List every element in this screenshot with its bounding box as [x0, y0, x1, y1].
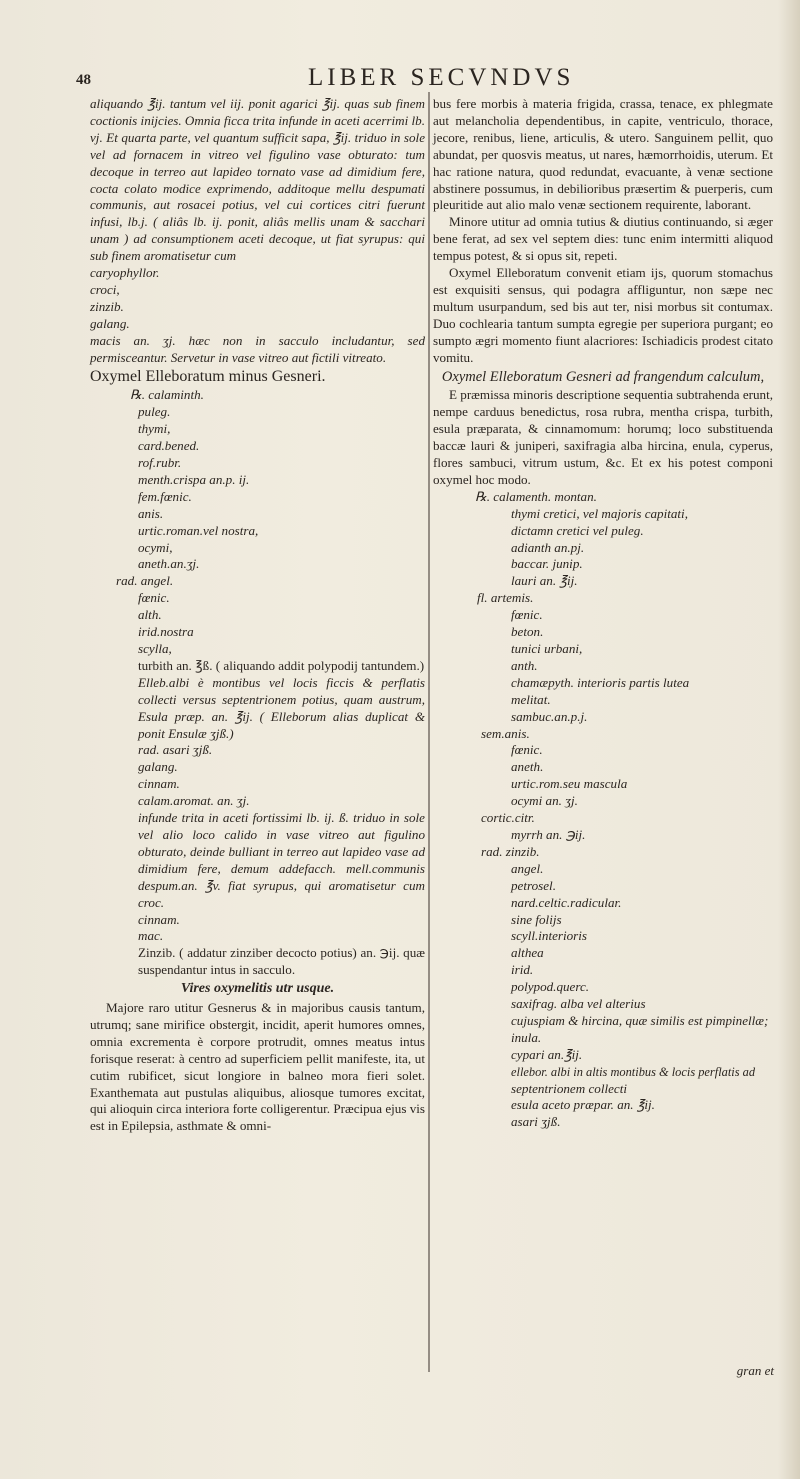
- page-header: [76, 64, 776, 90]
- section-heading: Oxymel Elleboratum minus Gesneri.: [90, 367, 326, 385]
- recipe-line: puleg.: [138, 404, 171, 420]
- recipe-line: croci,: [90, 281, 120, 297]
- recipe-line: menth.crispa an.p. ij.: [138, 471, 250, 487]
- recipe-line: rad. angel.: [116, 573, 174, 589]
- recipe-line: ellebor. albi in altis montibus & locis perflatis ad: [511, 1064, 756, 1079]
- recipe-line: calam.aromat. an. ʒj.: [138, 793, 250, 809]
- recipe-line: scylla,: [138, 641, 172, 656]
- right-p1: bus fere morbis à materia frigida, crassa, tenace, ex phlegmate aut melancholia dependentibus, in capite, ventriculo, thorace, jecore, renibus, liene, articulis, & utero. Sanguinem pellit, quo abundat, per quosvis meatus, ut nares, hæmorrhoidis, uterum. Et hac ratione natura, quod redundat, evacuante, à venæ sectione abstinere possumus, in debilioribus præsertim & puerperis, cum pleuritide aut alio malo venæ sectionem requirente, laborant.: [433, 96, 773, 213]
- recipe-line: aneth.: [511, 759, 544, 775]
- recipe-line: mac.: [138, 928, 164, 944]
- recipe-line: melitat.: [511, 691, 551, 707]
- recipe-line: card.bened.: [138, 438, 200, 454]
- recipe-line: urtic.rom.seu mascula: [511, 776, 628, 792]
- recipe-list-rb: [433, 607, 773, 725]
- recipe-line: cinnam.: [138, 911, 180, 927]
- recipe-line: myrrh an. ℈ij.: [511, 826, 586, 842]
- page-number: 48: [76, 72, 91, 88]
- recipe-line: angel.: [511, 860, 544, 876]
- recipe-group-label: fl. artemis.: [477, 590, 534, 606]
- left-ellebori: Elleb.albi è montibus vel locis ficcis & perflatis collecti versus septentrionem potius, quam austrum, Esula præp. an. ℥ij. ( Elleborum alias duplicat & ponit Ensulæ ʒjß.): [138, 674, 425, 741]
- recipe-line: althea: [511, 945, 544, 961]
- recipe-list-b: [90, 404, 425, 573]
- recipe-line: lauri an. ℥ij.: [511, 573, 578, 589]
- left-macis: macis an. ʒj. hæc non in sacculo includantur, sed permisceantur. Servetur in vase vitreo aut fictili vitreato.: [90, 332, 425, 365]
- recipe-line: beton.: [511, 624, 544, 640]
- left-zinzib: Zinzib. ( addatur zinziber decocto potius) an. ℈ij. quæ suspendantur intus in sacculo.: [138, 945, 425, 978]
- recipe-line: esula aceto præpar. an. ℥ij.: [511, 1097, 655, 1113]
- recipe-line: irid.: [511, 962, 534, 978]
- recipe-line: cujuspiam & hircina, quæ similis est pimpinellæ;: [511, 1012, 769, 1028]
- recipe-group-label: cortic.citr.: [481, 810, 535, 826]
- right-column: [433, 96, 773, 1131]
- section-heading: Oxymel Elleboratum Gesneri ad frangendum calculum,: [441, 368, 765, 385]
- recipe-group-label: sem.anis.: [481, 725, 530, 741]
- recipe-list-rd: [433, 861, 773, 1132]
- recipe-line: fœnic.: [138, 590, 170, 606]
- recipe-line: tunici urbani,: [511, 641, 583, 656]
- recipe-list-a: [90, 265, 425, 333]
- recipe-line: alth.: [138, 607, 162, 623]
- vires-heading: Vires oxymelitis utr usque.: [180, 981, 335, 997]
- recipe-line: thymi,: [138, 421, 171, 437]
- left-vires-text: Majore raro utitur Gesnerus & in majoribus causis tantum, utrumq; sane mirifice obstergit, incidit, aperit humores omnes, omnia excrementa è corpore protrudit, omnes meatus intus forisque reserat: à centro ad superficiem pellit manifeste, ita, ut cutim rubificet, sicut longiore in balneo mora fieri solet. Exanthemata aut pustulas aliquibus, aliosque tumores excitat, qui alioquin circa interiora forte colligerentur. Præcipua ejus vis est in Epilepsia, asthmate & omni-: [90, 1000, 425, 1134]
- recipe-line: saxifrag. alba vel alterius: [511, 996, 646, 1012]
- recipe-list-e: [90, 912, 425, 946]
- right-p3: Oxymel Elleboratum convenit etiam ijs, quorum stomachus est exquisiti sensus, qui podagra affliguntur, non sæpe nec multum usurpandum, sed bis aut ter, nisi morbus sit contumax. Duo cochlearia tantum sumpta egregie per superiora purgant; eo sumpto ægri momento fiunt alacriores: Ischiadicis prodest citato vomitu.: [433, 265, 773, 365]
- recipe-line: nard.celtic.radicular.: [511, 894, 622, 910]
- recipe-line: sambuc.an.p.j.: [511, 708, 588, 724]
- recipe-line: adianth an.pj.: [511, 539, 585, 555]
- right-p2: Minore utitur ad omnia tutius & diutius continuando, si æger bene ferat, ad sex vel septem dies: tunc enim intermitti aliquod tempus potest, & si opus sit, repeti.: [433, 214, 773, 264]
- recipe-line: urtic.roman.vel nostra,: [138, 522, 259, 538]
- recipe-line: fœnic.: [511, 607, 543, 623]
- left-turbith: turbith an. ℥ß. ( aliquando addit polypodij tantundem.): [138, 657, 425, 673]
- recipe-list-rc: [433, 742, 773, 810]
- recipe-line: baccar. junip.: [511, 556, 583, 572]
- recipe-symbol-line: ℞. calaminth.: [130, 387, 204, 403]
- left-infunde: infunde trita in aceti fortissimi lb. ij. ß. triduo in sole vel alio loco calido in vase vitreo aut figulino obturato, deinde bulliant in terreo aut lapideo vase ad dimidium fere, demum addefacch. mell.communis despum.an. ℥v. fiat syrupus, qui aromatisetur cum croc.: [138, 810, 425, 910]
- running-head: LIBER SECVNDVS: [308, 64, 575, 91]
- right-p4: E præmissa minoris descriptione sequentia subtrahenda erunt, nempe carduus benedictus, rosa rubra, mentha crispa, turbith, esula præparata, & cinnamomum: horumq; loco substituenda baccæ lauri & juniperi, saxifragia alba hircina, enula, cyperus, flores sambuci, vitrum ustum, &c. Et ex his potest componi oxymel hoc modo.: [433, 387, 773, 487]
- recipe-line: fem.fœnic.: [138, 488, 192, 504]
- recipe-line: anth.: [511, 657, 538, 673]
- recipe-list-c: [90, 573, 425, 658]
- recipe-list-ra: [433, 506, 773, 591]
- recipe-line: fœnic.: [511, 742, 543, 758]
- recipe-line: cypari an.℥ij.: [511, 1046, 583, 1062]
- recipe-line: thymi cretici, vel majoris capitati,: [511, 505, 688, 521]
- catchword: gran et: [736, 1363, 774, 1378]
- recipe-group-label: rad. zinzib.: [481, 843, 540, 859]
- recipe-list-d: [90, 742, 425, 810]
- recipe-line: ocymi,: [138, 539, 173, 555]
- recipe-line: chamæpyth. interioris partis lutea: [511, 674, 690, 690]
- recipe-line: rad. asari ʒjß.: [138, 742, 213, 758]
- recipe-line: anis.: [138, 505, 164, 521]
- recipe-line: cinnam.: [138, 776, 180, 792]
- recipe-line: galang.: [90, 315, 130, 331]
- recipe-line: sine folijs: [511, 911, 562, 927]
- recipe-line: petrosel.: [511, 877, 556, 893]
- left-column: [90, 96, 425, 1135]
- recipe-line: polypod.querc.: [511, 979, 590, 995]
- page-edge: [778, 0, 800, 1479]
- recipe-line: dictamn cretici vel puleg.: [511, 522, 644, 538]
- recipe-line: septentrionem collecti: [511, 1080, 627, 1096]
- left-intro: aliquando ℥ij. tantum vel iij. ponit agarici ℥ij. quas sub finem coctionis inijcies. Omnia ficca trita infunde in aceti acerrimi lb. vj. Et quarta parte, vel quantum sufficit sapa, ℥ij. triduo in sole vel ad fornacem in vitreo vel figulino vase obturato: tum decoque in terreo aut lapideo tornato vase ad dimidium fere, cocta colato modice exprimendo, additoque mellu despumati communis, aut rosacei potius, vel cui cortices citri fuerunt infusi, lb.j. ( aliâs lb. ij. ponit, aliâs mellis unam & sacchari unam ) ad consumptionem aceti decoque, ut fiat syrupus: qui sub finem aromatisetur cum: [90, 96, 425, 264]
- recipe-line: galang.: [138, 759, 178, 775]
- recipe-line: inula.: [511, 1029, 542, 1045]
- recipe-line: zinzib.: [90, 298, 124, 314]
- recipe-symbol-line: ℞. calamenth. montan.: [475, 488, 597, 504]
- recipe-line: aneth.an.ʒj.: [138, 556, 200, 572]
- recipe-line: ocymi an. ʒj.: [511, 793, 578, 809]
- recipe-line: caryophyllor.: [90, 265, 160, 281]
- recipe-line: rof.rubr.: [138, 455, 182, 471]
- column-rule: [428, 92, 430, 1372]
- recipe-line: irid.nostra: [138, 624, 194, 640]
- recipe-line: scyll.interioris: [511, 928, 588, 944]
- recipe-line: asari ʒjß.: [511, 1114, 561, 1130]
